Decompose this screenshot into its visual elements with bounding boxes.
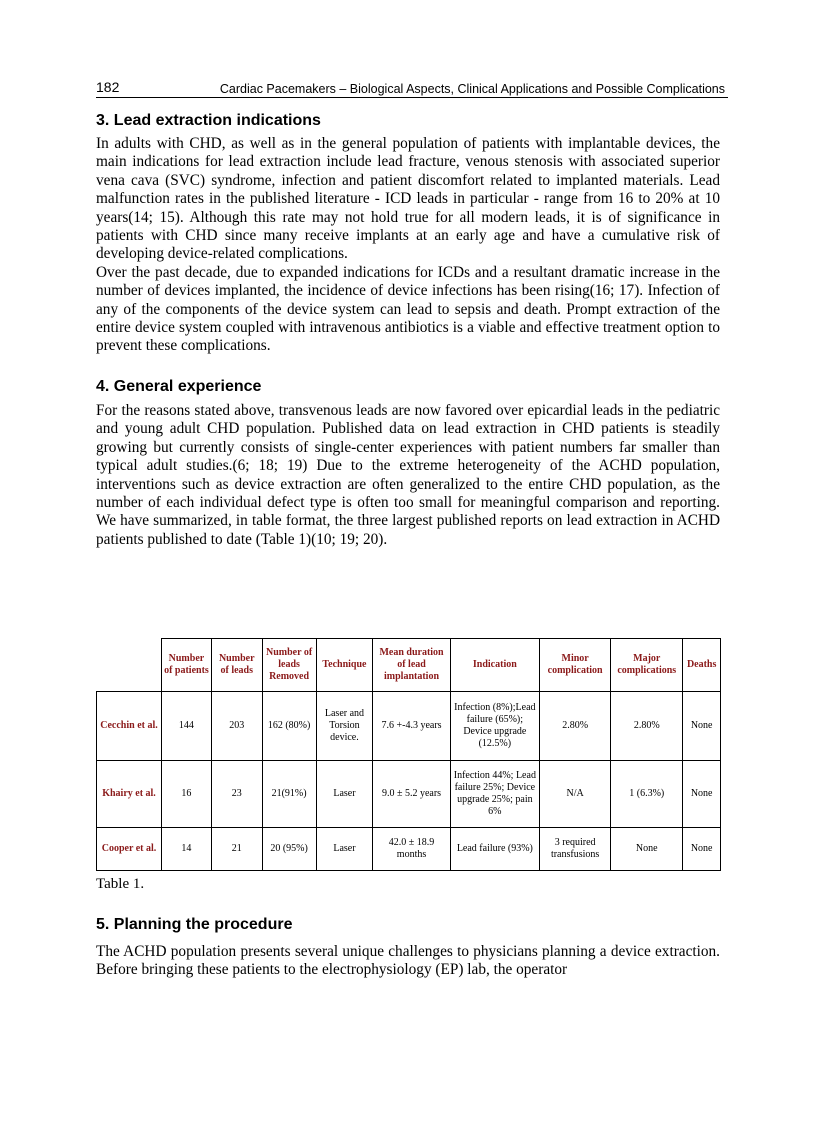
table-cell: None (683, 692, 721, 761)
section-4-paragraph: For the reasons stated above, transvenous leads are now favored over epicardial leads in the pediatric and young adult CHD population. Published data on lead extraction in CHD patients is steadily growing but currently consists of single-center experiences with patient numbers far smaller than typical adult studies.(6; 18; 19) Due to the extreme heterogeneity of the ACHD population, interventions such as device extraction are often generalized to the entire CHD population, as the number of each individual defect type is often too small for meaningful comparison and reporting. We have summarized, in table format, the three largest published reports on lead extraction in ACHD patients published to date (Table 1)(10; 19; 20). (96, 401, 720, 548)
table-cell: N/A (540, 761, 611, 828)
section-4-heading: 4. General experience (96, 377, 262, 395)
table-cell: Infection (8%);Lead failure (65%); Device upgrade (12.5%) (450, 692, 539, 761)
table-cell: Laser (316, 828, 373, 871)
table-header: Major complications (611, 639, 683, 692)
table-header: Indication (450, 639, 539, 692)
table-cell: 23 (211, 761, 262, 828)
table-cell: 14 (162, 828, 212, 871)
study-name: Cecchin et al. (97, 692, 162, 761)
table-cell: Laser (316, 761, 373, 828)
running-header (96, 79, 728, 98)
table-cell: Laser and Torsion device. (316, 692, 373, 761)
table-cell: 9.0 ± 5.2 years (373, 761, 450, 828)
section-5-heading: 5. Planning the procedure (96, 916, 293, 933)
table-cell: 2.80% (540, 692, 611, 761)
study-name: Khairy et al. (97, 761, 162, 828)
table-cell: 162 (80%) (262, 692, 316, 761)
table-cell: 21(91%) (262, 761, 316, 828)
article-body (96, 112, 720, 549)
page-number: 182 (96, 79, 120, 95)
table-cell: None (611, 828, 683, 871)
table-row (97, 828, 721, 871)
table-cell: 203 (211, 692, 262, 761)
table-cell: 20 (95%) (262, 828, 316, 871)
table-corner-cell (97, 639, 162, 692)
table-header: Minor complication (540, 639, 611, 692)
table-cell: 3 required transfusions (540, 828, 611, 871)
table-cell: Infection 44%; Lead failure 25%; Device upgrade 25%; pain 6% (450, 761, 539, 828)
lead-extraction-table (96, 638, 721, 871)
table-row (97, 761, 721, 828)
running-title: Cardiac Pacemakers – Biological Aspects, Clinical Applications and Possible Complications (219, 82, 725, 96)
section-5-paragraph: The ACHD population presents several unique challenges to physicians planning a device extraction. Before bringing these patients to the electrophysiology (EP) lab, the operator (96, 943, 720, 979)
table-header: Number of leads (211, 639, 262, 692)
section-3-heading: 3. Lead extraction indications (96, 112, 321, 129)
table-header-row (97, 639, 721, 692)
study-name: Cooper et al. (97, 828, 162, 871)
table-cell: 144 (162, 692, 212, 761)
table-cell: 1 (6.3%) (611, 761, 683, 828)
table-cell: 7.6 +-4.3 years (373, 692, 450, 761)
table-row (97, 692, 721, 761)
table-cell: 42.0 ± 18.9 months (373, 828, 450, 871)
table-cell: 2.80% (611, 692, 683, 761)
table-header: Number of patients (162, 639, 212, 692)
table-cell: 21 (211, 828, 262, 871)
table-header: Mean duration of lead implantation (373, 639, 450, 692)
table-caption: Table 1. (96, 876, 145, 892)
table-header: Technique (316, 639, 373, 692)
table-header: Number of leads Removed (262, 639, 316, 692)
table-cell: 16 (162, 761, 212, 828)
table-cell: None (683, 761, 721, 828)
section-5 (96, 916, 720, 980)
table-cell: Lead failure (93%) (450, 828, 539, 871)
table-cell: None (683, 828, 721, 871)
section-3-paragraph-2: Over the past decade, due to expanded indications for ICDs and a resultant dramatic increase in the number of devices implanted, the incidence of device infections has been rising(16; 17). Infection of any of the components of the device system can lead to sepsis and death. Prompt extraction of the entire device system coupled with intravenous antibiotics is a viable and effective treatment option to prevent these complications. (96, 263, 720, 355)
table-header: Deaths (683, 639, 721, 692)
section-3-paragraph-1: In adults with CHD, as well as in the general population of patients with implantable devices, the main indications for lead extraction include lead fracture, venous stenosis with associated superior vena cava (SVC) syndrome, infection and patient discomfort related to implanted materials. Lead malfunction rates in the published literature - ICD leads in particular - range from 16 to 20% at 10 years(14; 15). Although this rate may not hold true for all modern leads, it is of significance in patients with CHD since many receive implants at an early age and have a cumulative risk of developing device-related complications. (96, 135, 720, 263)
